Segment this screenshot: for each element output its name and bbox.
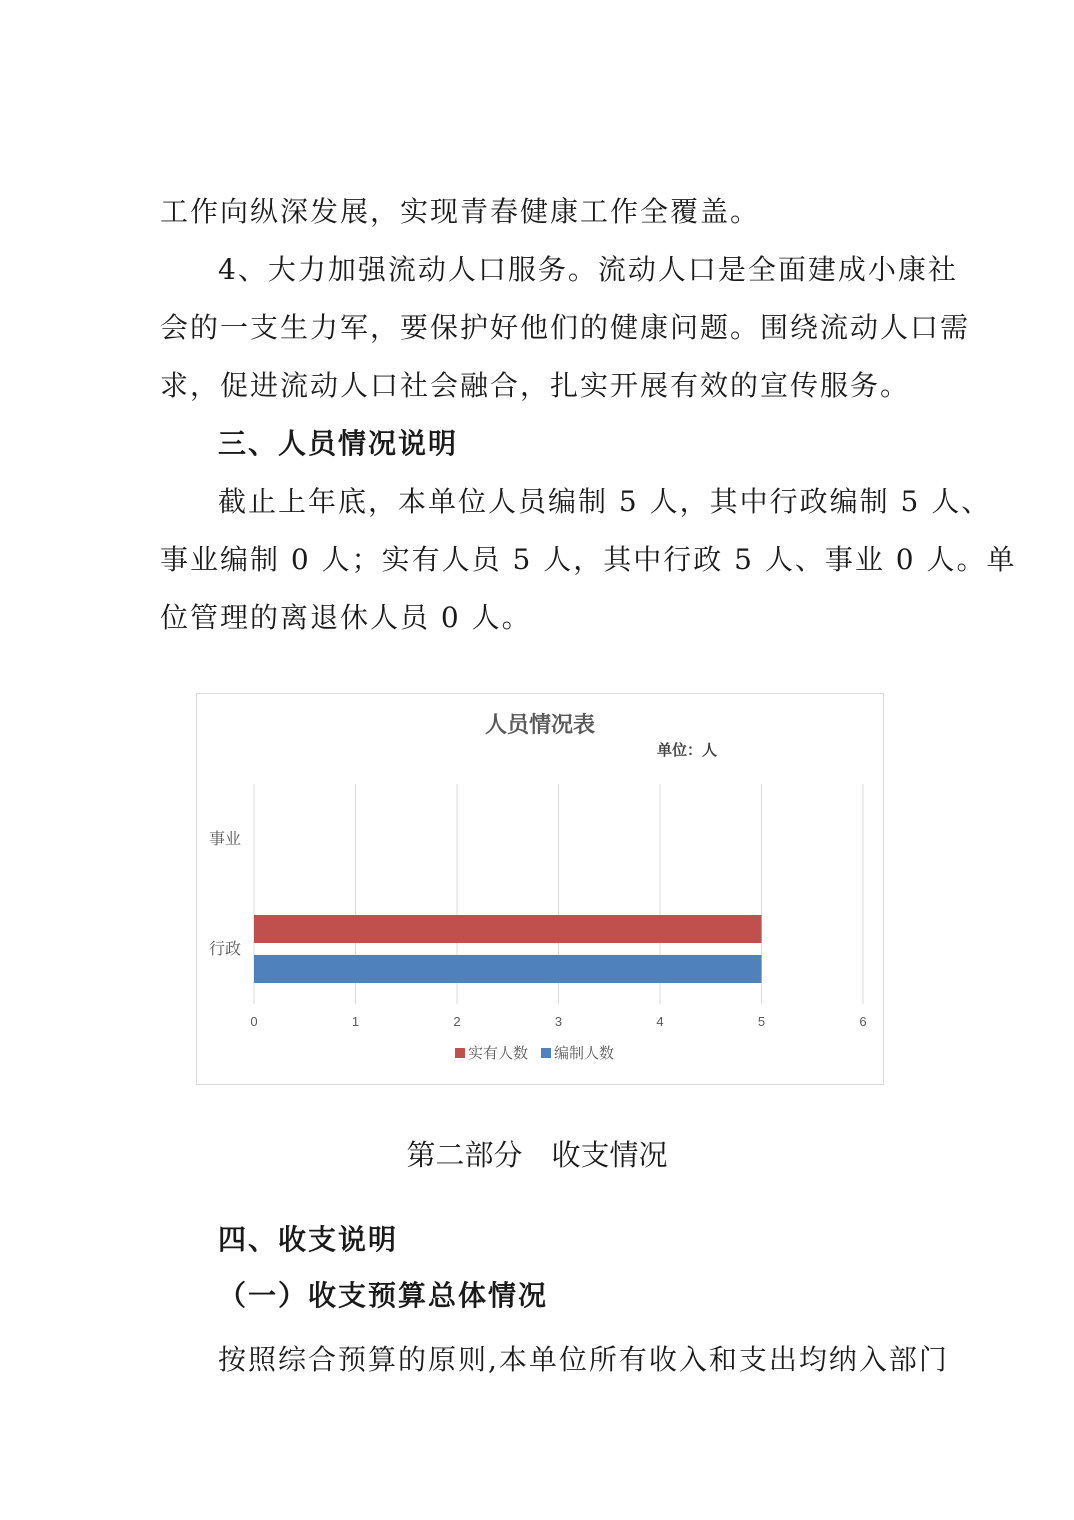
paragraph-line: 位管理的离退休人员 0 人。 xyxy=(160,601,532,634)
chart-svg xyxy=(197,694,883,1084)
paragraph-line: 4、大力加强流动人口服务。流动人口是全面建成小康社 xyxy=(218,253,958,286)
chart-unit-label: 单位：人 xyxy=(657,742,718,759)
section-heading: 三、人员情况说明 xyxy=(218,427,459,460)
bar-authorized xyxy=(254,955,762,983)
x-tick-label: 2 xyxy=(453,1014,461,1029)
paragraph-line: 截止上年底，本单位人员编制 5 人，其中行政编制 5 人、 xyxy=(218,485,992,518)
paragraph-line: 工作向纵深发展，实现青春健康工作全覆盖。 xyxy=(160,195,761,228)
paragraph-line: 会的一支生力军，要保护好他们的健康问题。围绕流动人口需 xyxy=(160,311,971,344)
legend-label: 实有人数 xyxy=(468,1045,529,1062)
legend-swatch xyxy=(541,1048,551,1058)
x-tick-label: 4 xyxy=(656,1014,664,1029)
part-title: 第二部分 收支情况 xyxy=(406,1138,668,1172)
chart-title: 人员情况表 xyxy=(484,712,596,737)
paragraph-line: 事业编制 0 人；实有人员 5 人，其中行政 5 人、事业 0 人。单 xyxy=(160,543,1017,576)
x-tick-label: 3 xyxy=(554,1014,563,1029)
x-tick-label: 0 xyxy=(250,1014,258,1029)
x-tick-label: 5 xyxy=(757,1014,766,1029)
subsection-heading: （一）收支预算总体情况 xyxy=(218,1279,549,1312)
paragraph-line: 按照综合预算的原则,本单位所有收入和支出均纳入部门 xyxy=(218,1343,949,1376)
section-heading: 四、收支说明 xyxy=(218,1223,399,1256)
staff-chart xyxy=(196,693,884,1085)
legend-swatch xyxy=(455,1048,465,1058)
paragraph-line: 求，促进流动人口社会融合，扎实开展有效的宣传服务。 xyxy=(160,369,911,402)
x-tick-label: 1 xyxy=(351,1014,360,1029)
x-tick-label: 6 xyxy=(859,1014,867,1029)
y-category-label: 行政 xyxy=(208,941,241,958)
legend-label: 编制人数 xyxy=(554,1045,615,1062)
bar-actual xyxy=(254,915,762,943)
y-category-label: 事业 xyxy=(208,831,241,848)
